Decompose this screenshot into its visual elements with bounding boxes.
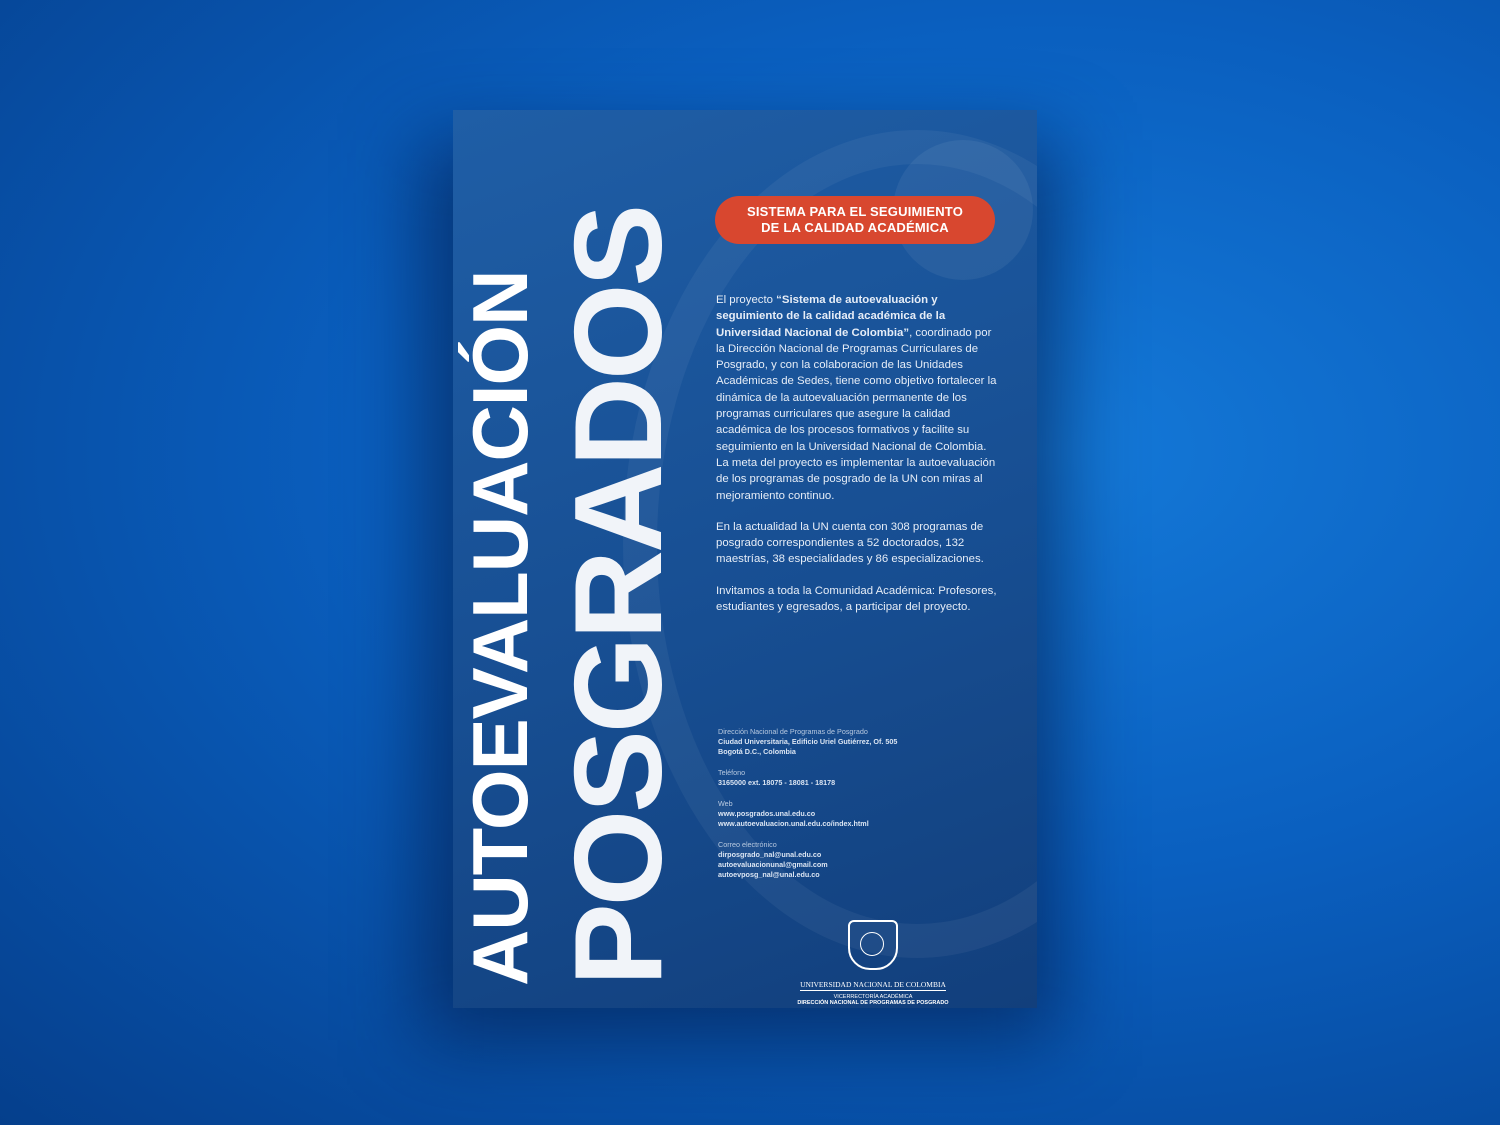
body-text bbox=[716, 292, 998, 630]
project-name: “Sistema de autoevaluación y seguimiento de la calidad académica de la Universidad Nacional de Colombia” bbox=[716, 294, 946, 339]
phone-group bbox=[718, 768, 998, 788]
title-posgrados: POSGRADOS bbox=[550, 206, 688, 986]
logo-subtitle-2: DIRECCIÓN NACIONAL DE PROGRAMAS DE POSGRADO bbox=[797, 1000, 949, 1006]
paragraph-1 bbox=[716, 292, 998, 504]
subtitle-badge bbox=[715, 196, 995, 244]
university-name: UNIVERSIDAD NACIONAL DE COLOMBIA bbox=[800, 980, 946, 989]
poster bbox=[453, 110, 1037, 1008]
phone-number: 3165000 ext. 18075 - 18081 - 18178 bbox=[718, 778, 836, 787]
university-seal-icon bbox=[848, 920, 898, 970]
logo-subtitle-1: VICERRECTORÍA ACADÉMICA bbox=[833, 994, 913, 1000]
email-2[interactable]: autoevaluacionunal@gmail.com bbox=[718, 860, 828, 869]
badge-line-1: SISTEMA PARA EL SEGUIMIENTO bbox=[746, 204, 964, 219]
paragraph-1-intro: El proyecto bbox=[716, 294, 777, 306]
paragraph-2: En la actualidad la UN cuenta con 308 programas de posgrado correspondientes a 52 doctorados, 132 maestrías, 38 especialidades y 86 especializaciones. bbox=[716, 520, 984, 566]
title-autoevaluacion: AUTOEVALUACIÓN bbox=[456, 270, 544, 986]
org-name: Dirección Nacional de Programas de Posgrado bbox=[718, 727, 868, 736]
contact-info bbox=[718, 727, 998, 891]
paragraph-1-rest: , coordinado por la Dirección Nacional de Programas Curriculares de Posgrado, y con la colaboracion de las Unidades Académicas de Sedes, tiene como objetivo fortalecer la dinámica de la autoevaluación permanente de los programas curriculares que asegure la calidad académica de los procesos formativos y facilite su seguimiento en la Universidad Nacional de Colombia. La meta del proyecto es implementar la autoevaluación de los programas de posgrado de la UN con miras al mejoramiento continuo. bbox=[716, 326, 997, 502]
university-logo bbox=[788, 920, 958, 1006]
email-group bbox=[718, 840, 998, 880]
email-3[interactable]: autoevposg_nal@unal.edu.co bbox=[718, 870, 820, 879]
web-link-2[interactable]: www.autoevaluacion.unal.edu.co/index.html bbox=[718, 819, 869, 828]
email-1[interactable]: dirposgrado_nal@unal.edu.co bbox=[718, 850, 822, 859]
web-label: Web bbox=[718, 799, 733, 808]
address-group bbox=[718, 727, 998, 757]
address-line-1: Ciudad Universitaria, Edificio Uriel Gutiérrez, Of. 505 bbox=[718, 737, 898, 746]
web-group bbox=[718, 799, 998, 829]
badge-line-2: DE LA CALIDAD ACADÉMICA bbox=[761, 220, 949, 235]
paragraph-3: Invitamos a toda la Comunidad Académica: Profesores, estudiantes y egresados, a participar del proyecto. bbox=[716, 584, 997, 614]
phone-label: Teléfono bbox=[718, 768, 746, 777]
email-label: Correo electrónico bbox=[718, 840, 777, 849]
address-line-2: Bogotá D.C., Colombia bbox=[718, 747, 796, 756]
web-link-1[interactable]: www.posgrados.unal.edu.co bbox=[718, 809, 816, 818]
